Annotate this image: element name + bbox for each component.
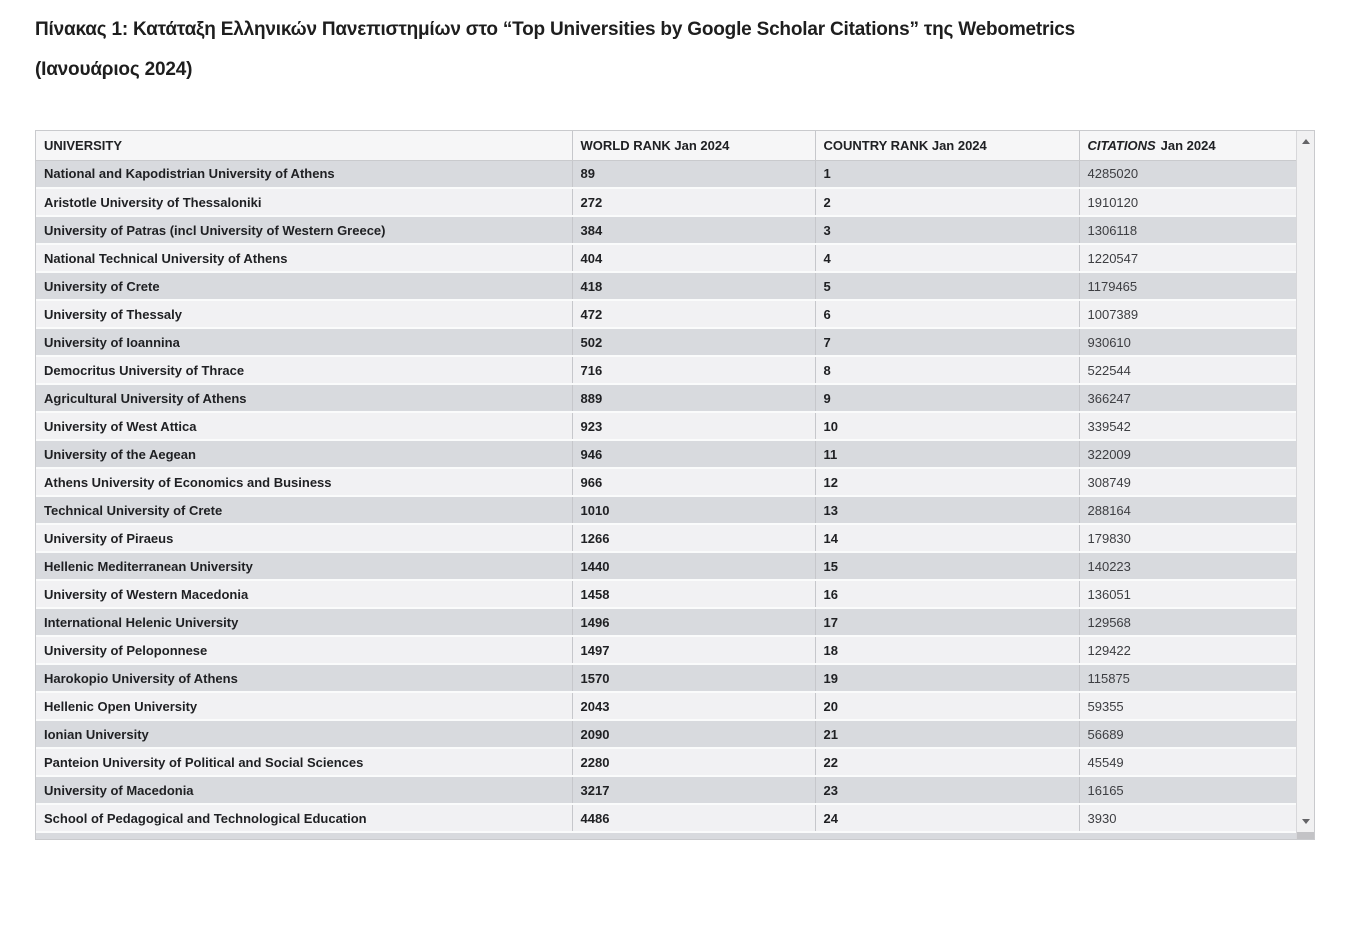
title-line-1: Πίνακας 1: Κατάταξη Ελληνικών Πανεπιστημίων στο “Top Universities by Google Scholar Citations” της Webometrics (35, 19, 1076, 40)
cell-world-rank: 472 (572, 300, 815, 328)
cell-country-rank: 3 (815, 216, 1079, 244)
cell-university: University of Thessaly (36, 300, 572, 328)
cell-university: National Technical University of Athens (36, 244, 572, 272)
table-row (36, 664, 1297, 692)
cell-country-rank: 19 (815, 664, 1079, 692)
cell-world-rank: 2280 (572, 748, 815, 776)
cell-university: University of Western Macedonia (36, 580, 572, 608)
cell-citations: 308749 (1079, 468, 1297, 496)
table-row (36, 720, 1297, 748)
cell-university: University of Piraeus (36, 524, 572, 552)
cell-country-rank: 1 (815, 160, 1079, 188)
cell-world-rank: 966 (572, 468, 815, 496)
rankings-table-container (35, 130, 1315, 840)
table-body (36, 160, 1297, 832)
cell-university: University of West Attica (36, 412, 572, 440)
table-row (36, 244, 1297, 272)
cell-world-rank: 418 (572, 272, 815, 300)
cell-world-rank: 272 (572, 188, 815, 216)
table-row (36, 692, 1297, 720)
cell-university: Harokopio University of Athens (36, 664, 572, 692)
cell-citations: 1306118 (1079, 216, 1297, 244)
cell-world-rank: 1010 (572, 496, 815, 524)
cell-citations: 1910120 (1079, 188, 1297, 216)
partial-next-row (36, 833, 1297, 839)
cell-university: Panteion University of Political and Social Sciences (36, 748, 572, 776)
table-row (36, 804, 1297, 832)
cell-country-rank: 16 (815, 580, 1079, 608)
table-row (36, 356, 1297, 384)
cell-world-rank: 3217 (572, 776, 815, 804)
cell-citations: 1007389 (1079, 300, 1297, 328)
vertical-scrollbar[interactable] (1296, 131, 1314, 839)
cell-university: University of Peloponnese (36, 636, 572, 664)
cell-world-rank: 404 (572, 244, 815, 272)
cell-country-rank: 18 (815, 636, 1079, 664)
cell-world-rank: 502 (572, 328, 815, 356)
cell-country-rank: 4 (815, 244, 1079, 272)
cell-world-rank: 1570 (572, 664, 815, 692)
table-row (36, 552, 1297, 580)
cell-citations: 136051 (1079, 580, 1297, 608)
column-header-citations-italic: CITATIONS (1087, 137, 1156, 153)
cell-citations: 16165 (1079, 776, 1297, 804)
cell-country-rank: 22 (815, 748, 1079, 776)
cell-citations: 59355 (1079, 692, 1297, 720)
cell-citations: 339542 (1079, 412, 1297, 440)
scrollbar-corner (1297, 832, 1314, 839)
cell-country-rank: 11 (815, 440, 1079, 468)
page-title (35, 10, 1075, 90)
cell-university: University of Crete (36, 272, 572, 300)
cell-world-rank: 4486 (572, 804, 815, 832)
cell-country-rank: 12 (815, 468, 1079, 496)
table-row (36, 496, 1297, 524)
cell-world-rank: 946 (572, 440, 815, 468)
table-row (36, 188, 1297, 216)
cell-university: School of Pedagogical and Technological Education (36, 804, 572, 832)
cell-world-rank: 923 (572, 412, 815, 440)
cell-citations: 115875 (1079, 664, 1297, 692)
scroll-up-icon (1302, 139, 1310, 144)
cell-citations: 1220547 (1079, 244, 1297, 272)
cell-citations: 45549 (1079, 748, 1297, 776)
cell-citations: 288164 (1079, 496, 1297, 524)
cell-university: Hellenic Open University (36, 692, 572, 720)
cell-world-rank: 384 (572, 216, 815, 244)
title-line-2: (Ιανουάριος 2024) (35, 59, 193, 80)
cell-world-rank: 2043 (572, 692, 815, 720)
cell-world-rank: 1458 (572, 580, 815, 608)
cell-university: Aristotle University of Thessaloniki (36, 188, 572, 216)
cell-university: Agricultural University of Athens (36, 384, 572, 412)
column-header-university: UNIVERSITY (36, 131, 572, 160)
cell-university: University of Patras (incl University of Western Greece) (36, 216, 572, 244)
table-row (36, 608, 1297, 636)
column-header-country-rank: COUNTRY RANK Jan 2024 (815, 131, 1079, 160)
table-row (36, 216, 1297, 244)
table-row (36, 272, 1297, 300)
cell-citations: 322009 (1079, 440, 1297, 468)
scrollbar-track[interactable] (1297, 151, 1314, 811)
table-row (36, 524, 1297, 552)
cell-country-rank: 24 (815, 804, 1079, 832)
cell-country-rank: 8 (815, 356, 1079, 384)
table-row (36, 636, 1297, 664)
cell-citations: 930610 (1079, 328, 1297, 356)
cell-university: University of Ioannina (36, 328, 572, 356)
cell-country-rank: 13 (815, 496, 1079, 524)
cell-world-rank: 89 (572, 160, 815, 188)
cell-university: Democritus University of Thrace (36, 356, 572, 384)
table-row (36, 580, 1297, 608)
cell-country-rank: 10 (815, 412, 1079, 440)
cell-university: University of the Aegean (36, 440, 572, 468)
cell-citations: 140223 (1079, 552, 1297, 580)
cell-citations: 4285020 (1079, 160, 1297, 188)
cell-citations: 129568 (1079, 608, 1297, 636)
cell-citations: 1179465 (1079, 272, 1297, 300)
cell-world-rank: 889 (572, 384, 815, 412)
table-row (36, 412, 1297, 440)
cell-university: Technical University of Crete (36, 496, 572, 524)
cell-country-rank: 20 (815, 692, 1079, 720)
column-header-world-rank: WORLD RANK Jan 2024 (572, 131, 815, 160)
table-row (36, 384, 1297, 412)
cell-world-rank: 1266 (572, 524, 815, 552)
table-row (36, 776, 1297, 804)
table-row (36, 440, 1297, 468)
table-row (36, 300, 1297, 328)
table-row (36, 468, 1297, 496)
cell-university: Athens University of Economics and Business (36, 468, 572, 496)
cell-country-rank: 17 (815, 608, 1079, 636)
cell-citations: 3930 (1079, 804, 1297, 832)
table-row (36, 160, 1297, 188)
cell-university: University of Macedonia (36, 776, 572, 804)
table-row (36, 748, 1297, 776)
cell-country-rank: 15 (815, 552, 1079, 580)
cell-world-rank: 1440 (572, 552, 815, 580)
cell-country-rank: 21 (815, 720, 1079, 748)
cell-citations: 129422 (1079, 636, 1297, 664)
cell-country-rank: 14 (815, 524, 1079, 552)
cell-country-rank: 7 (815, 328, 1079, 356)
cell-citations: 366247 (1079, 384, 1297, 412)
cell-citations: 522544 (1079, 356, 1297, 384)
cell-country-rank: 6 (815, 300, 1079, 328)
cell-world-rank: 2090 (572, 720, 815, 748)
cell-university: Hellenic Mediterranean University (36, 552, 572, 580)
cell-university: National and Kapodistrian University of Athens (36, 160, 572, 188)
cell-world-rank: 1497 (572, 636, 815, 664)
column-header-citations-rest: Jan 2024 (1160, 137, 1216, 153)
column-header-citations (1079, 131, 1297, 160)
cell-citations: 179830 (1079, 524, 1297, 552)
header-row (36, 131, 1297, 160)
cell-world-rank: 1496 (572, 608, 815, 636)
cell-world-rank: 716 (572, 356, 815, 384)
cell-country-rank: 9 (815, 384, 1079, 412)
cell-country-rank: 5 (815, 272, 1079, 300)
table-row (36, 328, 1297, 356)
cell-university: International Helenic University (36, 608, 572, 636)
cell-country-rank: 2 (815, 188, 1079, 216)
scroll-down-button[interactable] (1298, 813, 1313, 830)
scroll-down-icon (1302, 819, 1310, 824)
scroll-up-button[interactable] (1298, 133, 1313, 150)
cell-university: Ionian University (36, 720, 572, 748)
rankings-table (36, 131, 1297, 833)
cell-country-rank: 23 (815, 776, 1079, 804)
cell-citations: 56689 (1079, 720, 1297, 748)
